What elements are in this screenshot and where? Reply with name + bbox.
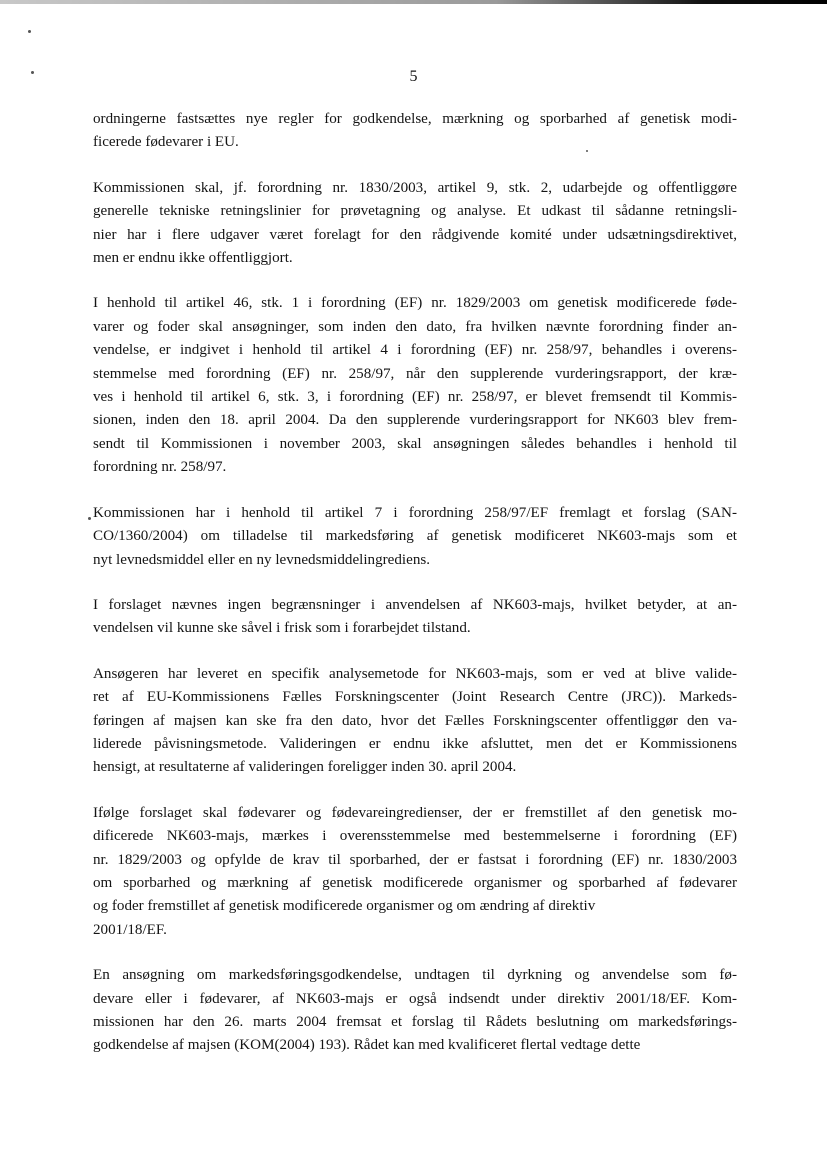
- text-line: ficerede fødevarer i EU.: [93, 134, 239, 151]
- text-line: Ansøgeren har leveret en specifik analysemetode for NK603-majs, som er ved at blive valide-: [93, 665, 737, 682]
- text-line: ordningerne fastsættes nye regler for godkendelse, mærkning og sporbarhed af genetisk modi-: [93, 111, 737, 127]
- scan-speck: [28, 30, 31, 33]
- text-line: føringen af majsen kan ske fra den dato, hvor det Fælles Forskningscenter offentliggør den va-: [93, 712, 737, 729]
- document-body: [93, 108, 737, 1080]
- text-line: En ansøgning om markedsføringsgodkendelse, undtagen til dyrkning og anvendelse som fø-: [93, 967, 737, 984]
- text-line: Ifølge forslaget skal fødevarer og fødevareingredienser, der er fremstillet af den genetisk mo-: [93, 804, 737, 821]
- text-line: ret af EU-Kommissionens Fælles Forskningscenter (Joint Research Centre (JRC)). Markeds-: [93, 689, 737, 706]
- text-line: nier har i flere udgaver været forelagt for den rådgivende komité under udsætningsdirektivet,: [93, 226, 737, 243]
- text-line: varer og foder skal ansøgninger, som inden den dato, fra hvilken nævnte forordning finder an-: [93, 318, 737, 335]
- scan-top-border: [0, 0, 827, 4]
- text-line: om sporbarhed og mærkning af genetisk modificerede organismer og sporbarhed af fødevarer: [93, 874, 737, 891]
- paragraph: [93, 663, 737, 780]
- text-line: nr. 1829/2003 og opfylde de krav til sporbarhed, der er fastsat i forordning (EF) nr. 1830/2003: [93, 851, 737, 868]
- paragraph: [93, 292, 737, 479]
- text-line: dificerede NK603-majs, mærkes i overensstemmelse med bestemmelserne i forordning (EF): [93, 828, 737, 845]
- text-line: 2001/18/EF.: [93, 921, 167, 938]
- text-line: forordning nr. 258/97.: [93, 459, 227, 476]
- scan-speck: [88, 517, 91, 520]
- text-line: I henhold til artikel 46, stk. 1 i forordning (EF) nr. 1829/2003 om genetisk modificerede føde-: [93, 295, 737, 312]
- paragraph: [93, 108, 737, 155]
- page-number: 5: [409, 68, 418, 85]
- paragraph: [93, 802, 737, 942]
- text-line: hensigt, at resultaterne af valideringen foreligger inden 30. april 2004.: [93, 759, 517, 776]
- text-line: men er endnu ikke offentliggjort.: [93, 250, 293, 267]
- text-line: liderede påvisningsmetode. Valideringen er endnu ikke afsluttet, men det er Kommissionens: [93, 735, 737, 752]
- paragraph: [93, 502, 737, 572]
- text-line: vendelsen vil kunne ske såvel i frisk som i forarbejdet tilstand.: [93, 620, 471, 637]
- text-line: godkendelse af majsen (KOM(2004) 193). Rådet kan med kvalificeret flertal vedtage dette: [93, 1037, 641, 1054]
- paragraph: [93, 594, 737, 641]
- text-line: sendt til Kommissionen i november 2003, skal ansøgningen således behandles i henhold til: [93, 435, 737, 452]
- text-line: missionen har den 26. marts 2004 fremsat et forslag til Rådets beslutning om markedsførings-: [93, 1014, 737, 1030]
- text-line: CO/1360/2004) om tilladelse til markedsføring af genetisk modificeret NK603-majs som et: [93, 528, 737, 545]
- text-line: og foder fremstillet af genetisk modificerede organismer og om ændring af direktiv: [93, 898, 596, 915]
- text-line: ves i henhold til artikel 6, stk. 3, i forordning (EF) nr. 258/97, er blevet fremsendt til Kommis-: [93, 389, 737, 406]
- paragraph: [93, 177, 737, 271]
- text-line: sionen, inden den 18. april 2004. Da den supplerende vurderingsrapport for NK603 blev frem-: [93, 412, 737, 429]
- text-line: stemmelse med forordning (EF) nr. 258/97, når den supplerende vurderingsrapport, der kræ-: [93, 365, 737, 382]
- text-line: vendelse, er indgivet i henhold til artikel 4 i forordning (EF) nr. 258/97, behandles i overens-: [93, 342, 737, 359]
- paragraph: [93, 964, 737, 1058]
- text-line: generelle tekniske retningslinier for prøvetagning og analyse. Et udkast til sådanne retningsli-: [93, 203, 737, 220]
- text-line: nyt levnedsmiddel eller en ny levnedsmiddelingrediens.: [93, 551, 431, 568]
- text-line: Kommissionen skal, jf. forordning nr. 1830/2003, artikel 9, stk. 2, udarbejde og offentliggøre: [93, 179, 737, 196]
- text-line: Kommissionen har i henhold til artikel 7 i forordning 258/97/EF fremlagt et forslag (SAN-: [93, 504, 737, 521]
- scan-speck: [31, 71, 34, 74]
- scan-speck: [586, 150, 588, 152]
- text-line: I forslaget nævnes ingen begrænsninger i anvendelsen af NK603-majs, hvilket betyder, at an-: [93, 596, 737, 613]
- text-line: devare eller i fødevarer, af NK603-majs er også indsendt under direktiv 2001/18/EF. Kom-: [93, 990, 737, 1007]
